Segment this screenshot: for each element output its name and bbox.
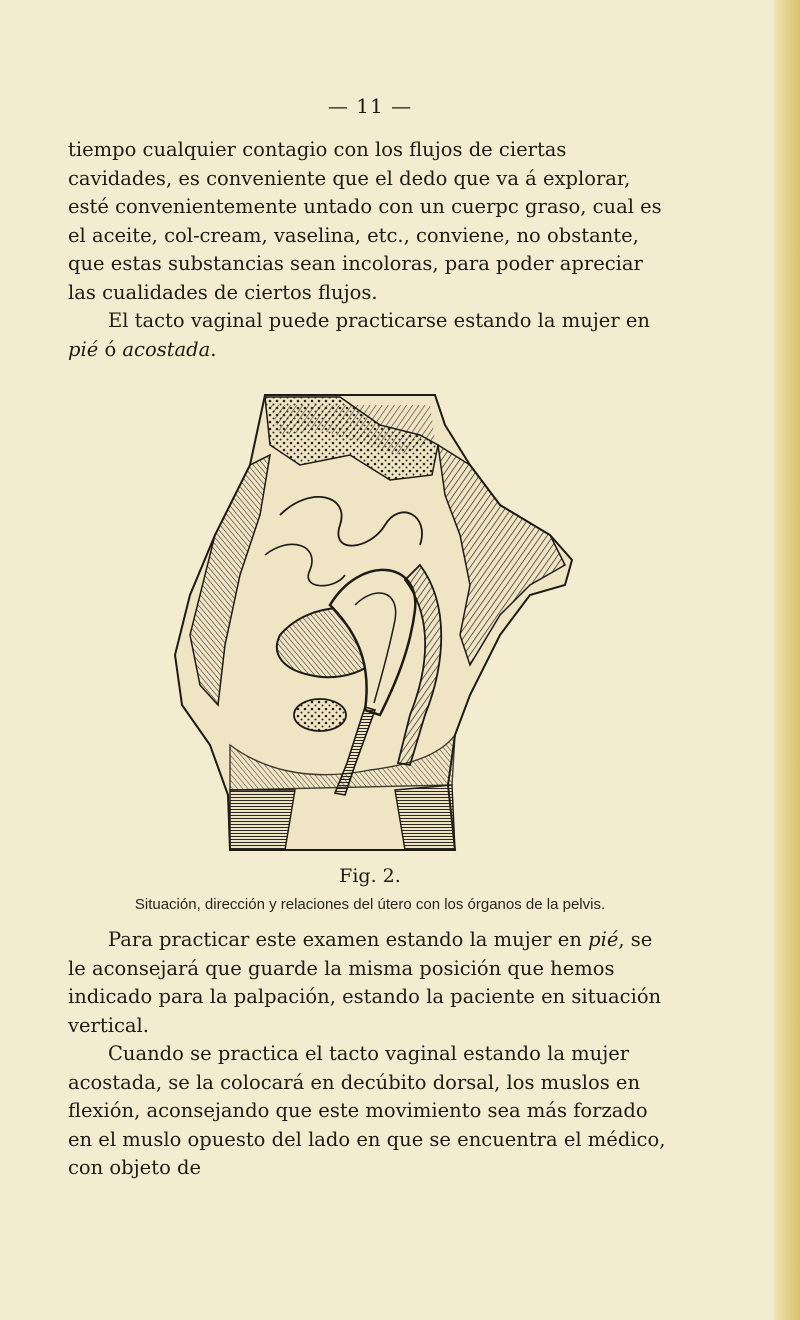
paragraph-2-end: . bbox=[210, 337, 217, 361]
right-thigh bbox=[395, 785, 455, 850]
paragraph-2-emphasis-pie: pié bbox=[68, 337, 99, 361]
page-number: — 11 — bbox=[327, 94, 413, 118]
paragraph-3-start: Para practicar este examen estando la mujer en bbox=[108, 928, 589, 951]
paragraph-3-emphasis-pie: pié bbox=[588, 928, 619, 951]
figure-caption: Situación, dirección y relaciones del útero con los órganos de la pelvis. bbox=[134, 896, 606, 913]
pubic-bone bbox=[294, 699, 346, 731]
left-thigh bbox=[230, 790, 295, 850]
text-block-bottom bbox=[68, 926, 676, 1183]
paragraph-2-mid: ó bbox=[98, 337, 123, 361]
paragraph-4: Cuando se practica el tacto vaginal estando la mujer acostada, se la colocará en decúbito dorsal, los muslos en flexión, aconsejando que este movimiento sea más forzado en el muslo opuesto del lado en que se encuentra el médico, con objeto de bbox=[68, 1042, 666, 1179]
text-block-top bbox=[68, 136, 676, 364]
paragraph-3-end: , se le aconsejará que guarde la misma posición que hemos indicado para la palpación, estando la paciente en situación vertical. bbox=[68, 928, 662, 1037]
paragraph-2-emphasis-acostada: acostada bbox=[122, 337, 211, 361]
page-edge bbox=[774, 0, 800, 1320]
figure-label: Fig. 2. bbox=[339, 865, 401, 887]
paragraph-2-start: El tacto vaginal puede practicarse estando la mujer en bbox=[108, 309, 650, 332]
paragraph-2 bbox=[68, 307, 676, 364]
pelvis-illustration bbox=[170, 385, 580, 855]
paragraph-1: tiempo cualquier contagio con los flujos de ciertas cavidades, es conveniente que el dedo que va á explorar, esté convenientemente untado con un cuerpc graso, cual es el aceite, col-cream, vaselina, etc., conviene, no obstante, que estas substancias sean incoloras, para poder apreciar las cualidades de ciertos flujos. bbox=[68, 138, 662, 304]
paragraph-3 bbox=[68, 926, 676, 1040]
